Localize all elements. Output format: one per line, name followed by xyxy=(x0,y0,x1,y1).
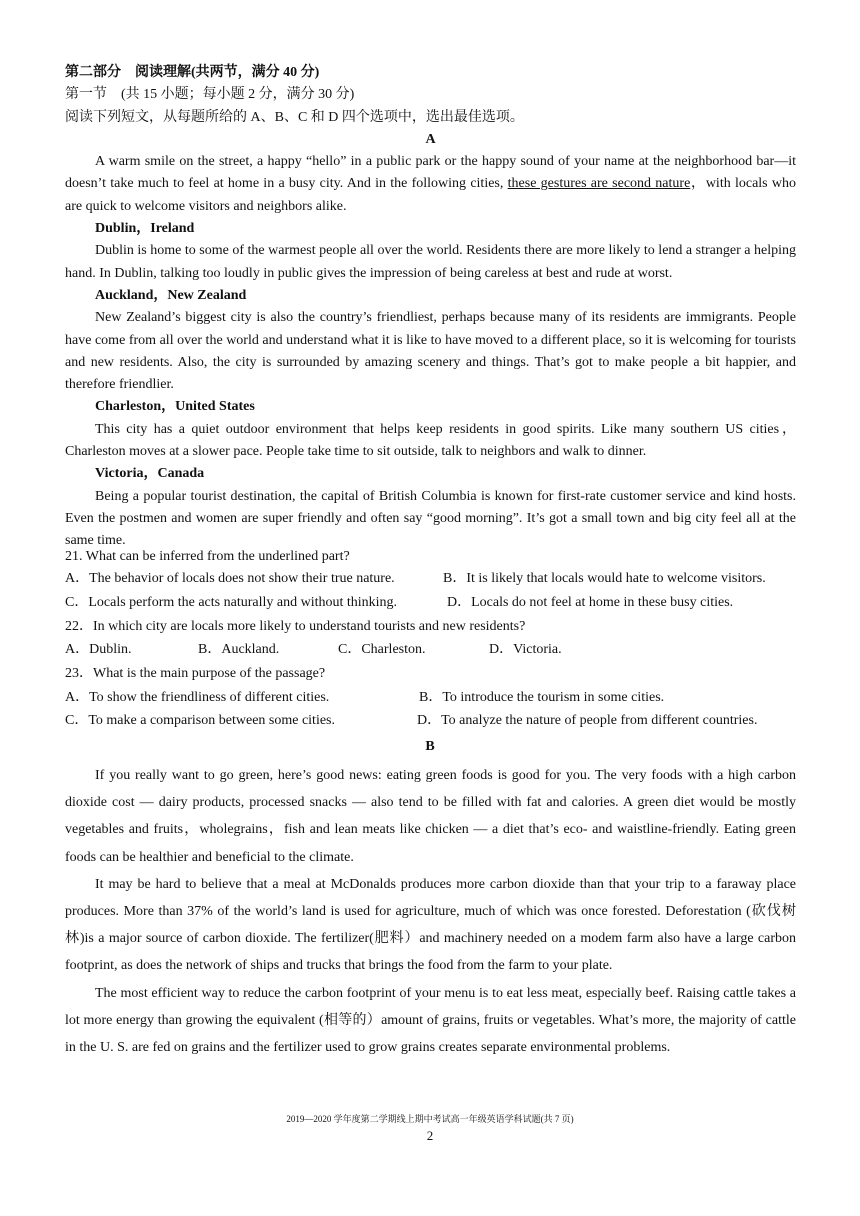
city-heading-charleston: Charleston，United States xyxy=(95,399,255,415)
question-22-option-c[interactable]: C．Charleston. xyxy=(338,642,426,657)
question-21-stem: 21. What can be inferred from the underlined part? xyxy=(65,549,350,564)
city-heading-auckland: Auckland，New Zealand xyxy=(95,287,247,303)
instruction: 阅读下列短文，从每题所给的 A、B、C 和 D 四个选项中，选出最佳选项。 xyxy=(65,109,524,125)
subsection-title: 第一节 (共 15 小题；每小题 2 分，满分 30 分) xyxy=(65,87,355,103)
city-text-charleston: This city has a quiet outdoor environment that helps keep residents in good spirits. Like many southern US cities，Charleston moves at a slower pace. People take time to sit outside, talk to neighbors and walk to dinner. xyxy=(65,421,796,460)
city-text-dublin: Dublin is home to some of the warmest people all over the world. Residents there are more likely to lend a stranger a helping hand. In Dublin, talking too loudly in public gives the impression of being careless at best and rude at worst. xyxy=(65,243,796,281)
passage-b-body xyxy=(65,762,796,1061)
question-23-option-c[interactable]: C．To make a comparison between some cities. xyxy=(65,713,335,728)
passage-b-label: B xyxy=(425,739,435,754)
passage-a-intro xyxy=(65,151,796,218)
question-22-option-d[interactable]: D．Victoria. xyxy=(489,642,562,657)
question-23-option-d[interactable]: D．To analyze the nature of people from different countries. xyxy=(417,713,758,728)
intro-text-end: ，with locals who are quick to welcome visitors and neighbors alike. xyxy=(65,176,797,214)
city-text-victoria: Being a popular tourist destination, the capital of British Columbia is known for first-rate customer service and kind hosts. Even the postmen and women are super friendly and often say “good morning”. It’s got a small town and big city feel all at the same time. xyxy=(65,488,796,549)
page-footer: 2019—2020 学年度第二学期线上期中考试高一年级英语学科试题(共 7 页) xyxy=(286,1114,574,1124)
passage-b-paragraph: It may be hard to believe that a meal at McDonalds produces more carbon dioxide than that your trip to a faraway place produces. More than 37% of the world’s land is used for agriculture, much of which was once forested. Deforestation (砍伐树林)is a major source of carbon dioxide. The fertilizer(肥料）and machinery needed on a modem farm also have a large carbon footprint, as does the network of ships and trucks that brings the food from the farm to your plate. xyxy=(65,876,796,974)
intro-text: A warm smile on the street, a happy “hello” in a public park or the happy sound of your name at the neighborhood bar—it doesn’t take much to feel at home in a busy city. And in the following cities, xyxy=(65,154,796,192)
question-21-option-c[interactable]: C．Locals perform the acts naturally and without thinking. xyxy=(65,595,398,610)
question-23-stem: 23．What is the main purpose of the passage? xyxy=(65,666,326,681)
passage-a-label: A xyxy=(425,131,436,147)
question-23-option-a[interactable]: A．To show the friendliness of different cities. xyxy=(65,690,330,705)
passage-a-block xyxy=(65,62,796,553)
question-22-option-b[interactable]: B．Auckland. xyxy=(198,642,280,657)
underlined-part: these gestures are second nature xyxy=(507,176,691,192)
question-21-option-d[interactable]: D．Locals do not feel at home in these busy cities. xyxy=(447,595,734,610)
page-number: 2 xyxy=(426,1128,434,1143)
question-21-option-a[interactable]: A．The behavior of locals does not show their true nature. xyxy=(65,571,395,586)
question-21-option-b[interactable]: B．It is likely that locals would hate to welcome visitors. xyxy=(443,571,766,586)
city-heading-dublin: Dublin，Ireland xyxy=(95,221,195,237)
question-23-option-b[interactable]: B．To introduce the tourism in some cities. xyxy=(419,690,665,705)
passage-b-paragraph: If you really want to go green, here’s good news: eating green foods is good for you. The very foods with a high carbon dioxide cost — dairy products, processed snacks — also tend to be filled with fat and calories. A green diet would be mostly vegetables and fruits，wholegrains，fish and lean meats like chicken — a diet that’s eco- and waistline-friendly. Eating green foods can be healthier and beneficial to the climate. xyxy=(65,768,796,865)
city-heading-victoria: Victoria，Canada xyxy=(95,466,205,482)
city-text-auckland: New Zealand’s biggest city is also the country’s friendliest, perhaps because many of its residents are immigrants. People have come from all over the world and understand what it is like to have moved to a different place, so it is welcoming for tourists and new residents. Also, the city is surrounded by amazing scenery and things. That’s got to make people a bit happier, and therefore friendlier. xyxy=(65,310,796,393)
question-22-option-a[interactable]: A．Dublin. xyxy=(65,642,132,657)
question-22-stem: 22．In which city are locals more likely to understand tourists and new residents? xyxy=(65,619,526,634)
part-title: 第二部分 阅读理解(共两节，满分 40 分) xyxy=(65,65,320,80)
passage-b-paragraph: The most efficient way to reduce the carbon footprint of your menu is to eat less meat, especially beef. Raising cattle takes a lot more energy than growing the equivalent (相等的）amount of grains, fruits or vegetables. What’s more, the majority of cattle in the U. S. are fed on grains and the fertilizer used to grow grains creates separate environmental problems. xyxy=(65,985,796,1056)
